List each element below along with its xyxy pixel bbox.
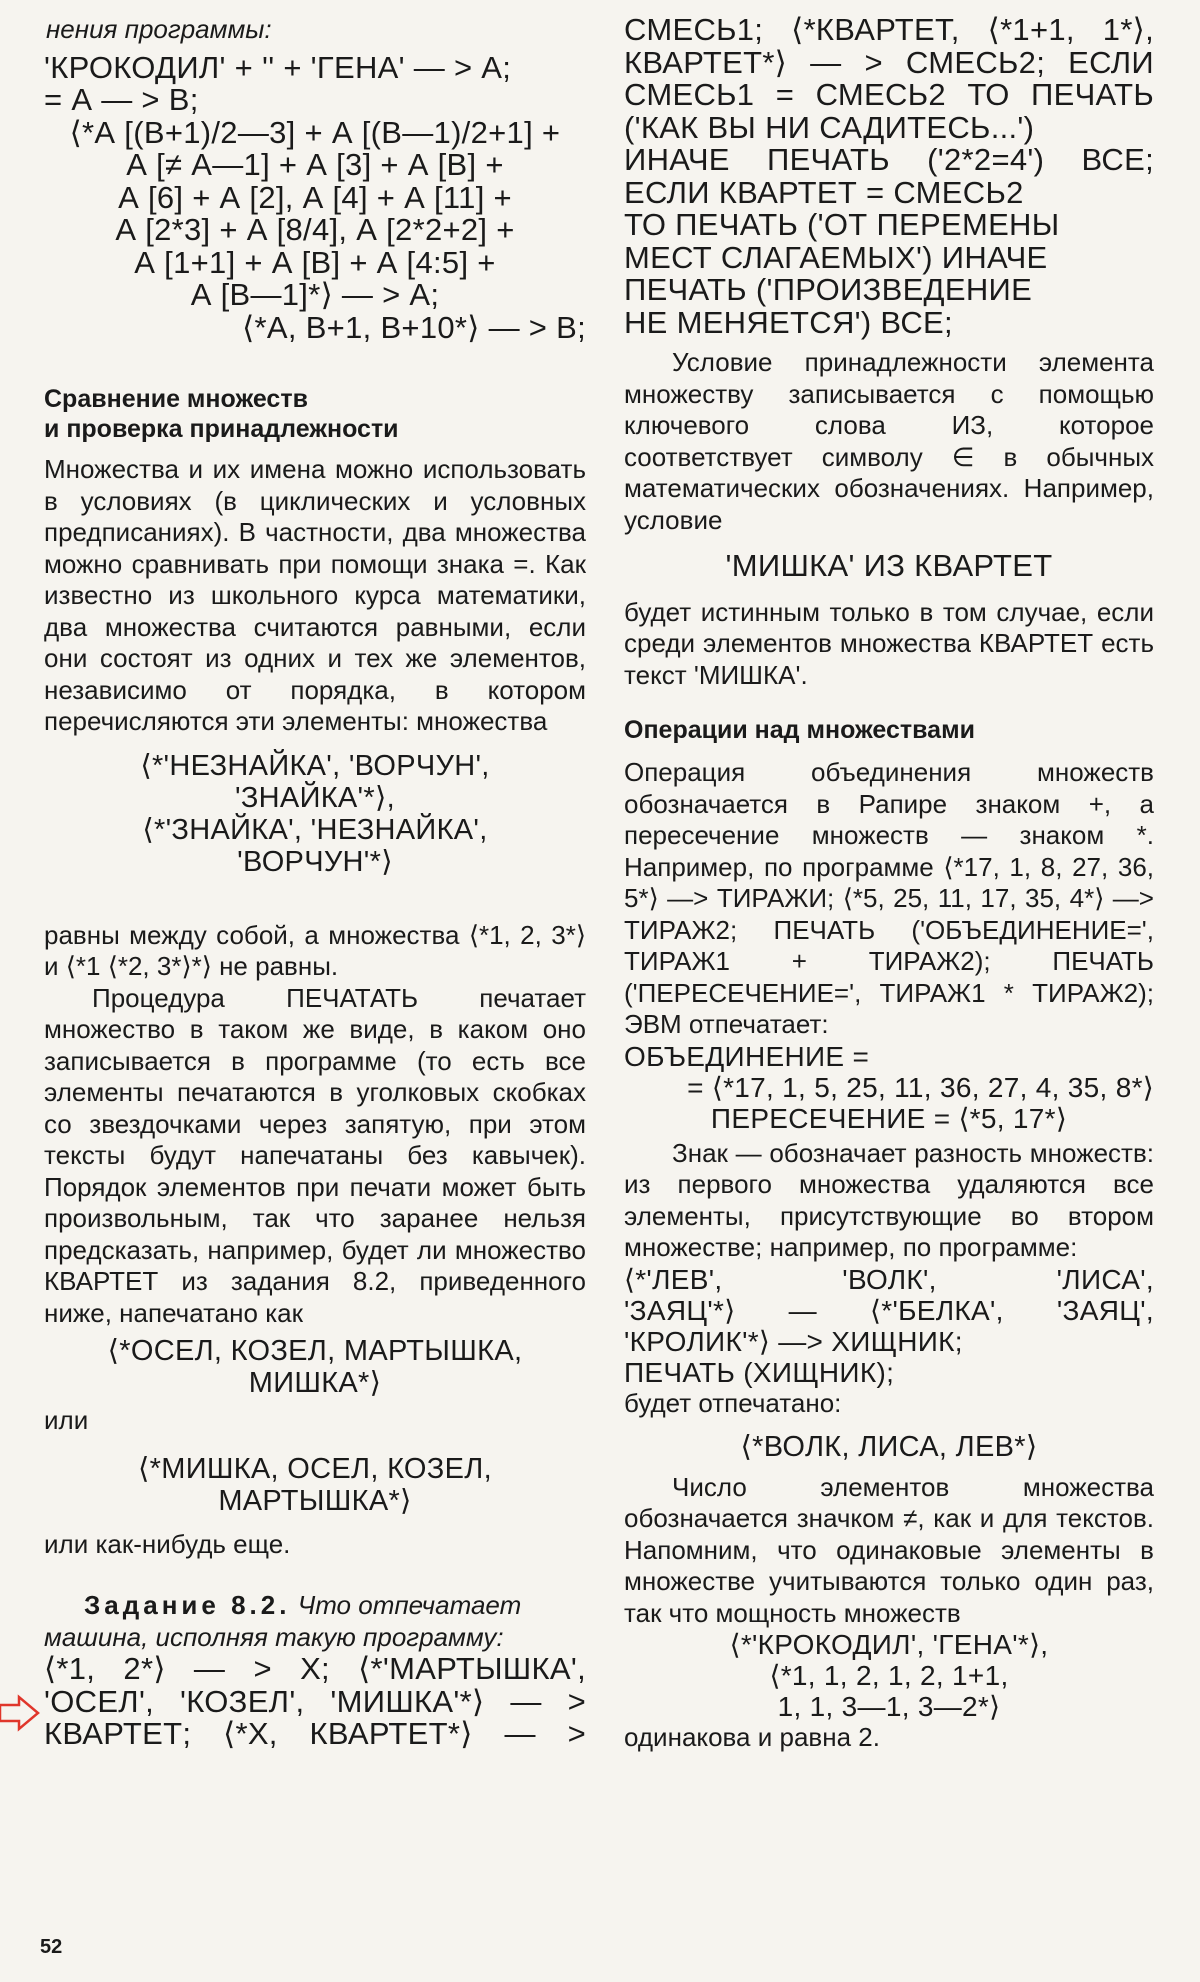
- output-block: [624, 1041, 1154, 1134]
- code-line: 'ЗНАЙКА'*⟩,: [235, 781, 395, 814]
- section-heading-sets-comparison: [44, 384, 586, 444]
- code-line: ('КАК ВЫ НИ САДИТЕСЬ...'): [624, 109, 1035, 145]
- code-line: 'МИШКА' ИЗ КВАРТЕТ: [725, 548, 1053, 583]
- paragraph: Операция объединения множеств обозначается в Рапире знаком +, а пересечение множеств — знаком *. Например, по программе ⟨*17, 1, 8, 27, 36, 5*⟩ —> ТИРАЖИ; ⟨*5, 25, 11, 17, 35, 4*⟩ —> ТИРАЖ2; ПЕЧАТЬ ('ОБЪЕДИНЕНИЕ=', ТИРАЖ1 + ТИРАЖ2); ПЕЧАТЬ ('ПЕРЕСЕЧЕНИЕ=', ТИРАЖ1 * ТИРАЖ2); ЭВМ отпечатает:: [624, 757, 1154, 1039]
- difference-output: [624, 1431, 1154, 1464]
- code-line: ПЕРЕСЕЧЕНИЕ = ⟨*5, 17*⟩: [710, 1102, 1068, 1134]
- task-text: машина, исполняя такую программу:: [44, 1621, 504, 1652]
- code-line: ⟨*'КРОКОДИЛ', 'ГЕНА'*⟩,: [729, 1629, 1049, 1660]
- code-line: А [В—1]*⟩ — > А;: [190, 277, 440, 312]
- code-line: ОБЪЕДИНЕНИЕ =: [624, 1040, 870, 1072]
- code-line: ⟨*1, 2*⟩ — > X; ⟨*'МАРТЫШКА',: [44, 1651, 586, 1686]
- code-line: ⟨*1, 1, 2, 1, 2, 1+1,: [769, 1660, 1009, 1691]
- text-or: или: [44, 1405, 89, 1435]
- paragraph: Процедура ПЕЧАТАТЬ печатает множество в таком же виде, в каком оно записывается в программе (то есть все элементы печатаются в уголковых скобках со звездочками через запятую, при этом тексты будут напечатаны без кавычек). Порядок элементов при печати может быть произвольным, так что заранее нельзя предсказать, например, будет ли множество КВАРТЕТ из задания 8.2, приведенного ниже, напечатано как: [44, 982, 586, 1328]
- task-code: [44, 1653, 586, 1751]
- code-line: ⟨*А [(В+1)/2—3] + А [(В—1)/2+1] +: [69, 114, 561, 150]
- code-line: = А — > В;: [44, 82, 199, 117]
- paragraph: Число элементов множества обозначается значком ≠, как и для текстов. Напомним, что одинаковые элементы в множестве учитываются только один раз, так что мощность множеств: [624, 1471, 1154, 1628]
- sets-example-1: [44, 750, 586, 878]
- code-line: А [6] + А [2], А [4] + А [11] +: [118, 179, 512, 215]
- code-line: = ⟨*17, 1, 5, 25, 11, 36, 27, 4, 35, 8*⟩: [687, 1071, 1154, 1103]
- condition-example: [624, 550, 1154, 583]
- heading-line: и проверка принадлежности: [44, 415, 399, 443]
- difference-code: [624, 1264, 1154, 1388]
- code-line: КВАРТЕТ; ⟨*X, КВАРТЕТ*⟩ — >: [44, 1716, 586, 1751]
- intro-text: нения программы:: [46, 14, 272, 44]
- code-line: А [≠ А—1] + А [3] + А [В] +: [126, 147, 504, 182]
- code-line: А [1+1] + А [В] + А [4:5] +: [134, 244, 496, 280]
- code-line: КВАРТЕТ*⟩ — > СМЕСЬ2; ЕСЛИ: [624, 44, 1154, 80]
- code-line: 'ОСЕЛ', 'КОЗЕЛ', 'МИШКА'*⟩ — >: [44, 1683, 586, 1719]
- code-line: 'ЗАЯЦ'*⟩ — ⟨*'БЕЛКА', 'ЗАЯЦ',: [624, 1294, 1154, 1326]
- code-line: 'КРОЛИК'*⟩ —> ХИЩНИК;: [624, 1325, 963, 1357]
- code-line: ⟨*'ЛЕВ', 'ВОЛК', 'ЛИСА',: [624, 1263, 1154, 1295]
- left-column: [44, 14, 586, 1751]
- task-label: Задание 8.2.: [84, 1590, 291, 1620]
- code-line: ПЕЧАТЬ (ХИЩНИК);: [624, 1356, 895, 1388]
- heading-line: Сравнение множеств: [44, 385, 308, 413]
- code-line: ЕСЛИ КВАРТЕТ = СМЕСЬ2: [624, 174, 1024, 210]
- task-arrow-icon: [0, 1694, 41, 1732]
- sets-example-2: [44, 1335, 586, 1399]
- code-line: 1, 1, 3—1, 3—2*⟩: [777, 1691, 1001, 1722]
- code-line: НЕ МЕНЯЕТСЯ') ВСЕ;: [624, 304, 953, 340]
- page-number: 52: [40, 1936, 63, 1958]
- code-line: ⟨*МИШКА, ОСЕЛ, КОЗЕЛ,: [138, 1452, 492, 1485]
- code-block-1: [44, 49, 586, 345]
- code-line: 'ВОРЧУН'*⟩: [237, 845, 393, 878]
- paragraph: будет отпечатано:: [624, 1387, 842, 1418]
- code-line: ⟨*А, В+1, В+10*⟩ — > В;: [242, 309, 586, 345]
- right-column: [624, 14, 1154, 1754]
- paragraph: будет истинным только в том случае, если среди элементов множества КВАРТЕТ есть текст 'МИШКА'.: [624, 596, 1154, 690]
- code-line: ТО ПЕЧАТЬ ('ОТ ПЕРЕМЕНЫ: [624, 207, 1060, 242]
- paragraph: Условие принадлежности элемента множеству записывается с помощью ключевого слова ИЗ, которое соответствует символу ∈ в обычных математических обозначениях. Например, условие: [624, 347, 1154, 535]
- text-or-else: или как-нибудь еще.: [44, 1528, 291, 1559]
- code-line: МАРТЫШКА*⟩: [218, 1484, 412, 1517]
- code-line: ИНАЧЕ ПЕЧАТЬ ('2*2=4') ВСЕ;: [624, 142, 1154, 177]
- code-line: ⟨*'ЗНАЙКА', 'НЕЗНАЙКА',: [142, 813, 488, 846]
- paragraph: равны между собой, а множества ⟨*1, 2, 3*⟩ и ⟨*1 ⟨*2, 3*⟩*⟩ не равны.: [44, 919, 586, 981]
- paragraph: Знак — обозначает разность множеств: из первого множества удаляются все элементы, присутствующие во втором множестве; например, по программе:: [624, 1137, 1154, 1262]
- code-continuation: [624, 14, 1154, 339]
- code-line: СМЕСЬ1 = СМЕСЬ2 ТО ПЕЧАТЬ: [624, 77, 1154, 112]
- section-heading-set-operations: Операции над множествами: [624, 716, 975, 744]
- code-line: МИШКА*⟩: [248, 1367, 382, 1399]
- code-line: МЕСТ СЛАГАЕМЫХ') ИНАЧЕ: [624, 239, 1048, 275]
- code-line: ⟨*ОСЕЛ, КОЗЕЛ, МАРТЫШКА,: [107, 1335, 523, 1367]
- sets-example-3: [44, 1453, 586, 1517]
- code-line: ⟨*ВОЛК, ЛИСА, ЛЕВ*⟩: [740, 1431, 1038, 1463]
- cardinality-code: [624, 1629, 1154, 1722]
- code-line: СМЕСЬ1; ⟨*КВАРТЕТ, ⟨*1+1, 1*⟩,: [624, 12, 1154, 47]
- code-line: А [2*3] + А [8/4], А [2*2+2] +: [115, 212, 515, 247]
- paragraph: одинакова и равна 2.: [624, 1722, 880, 1752]
- code-line: ⟨*'НЕЗНАЙКА', 'ВОРЧУН',: [140, 749, 490, 782]
- task-8-2: [44, 1590, 586, 1751]
- task-text: Что отпечатает: [297, 1590, 522, 1620]
- paragraph: Множества и их имена можно использовать в условиях (в циклических и условных предписаниях). В частности, два множества можно сравнивать при помощи знака =. Как известно из школьного курса математики, два множества считаются равными, если они состоят из одних и тех же элементов, независимо от порядка, в котором перечисляются эти элементы: множества: [44, 454, 586, 736]
- code-line: 'КРОКОДИЛ' + '' + 'ГЕНА' — > А;: [44, 49, 512, 85]
- code-line: ПЕЧАТЬ ('ПРОИЗВЕДЕНИЕ: [624, 272, 1033, 307]
